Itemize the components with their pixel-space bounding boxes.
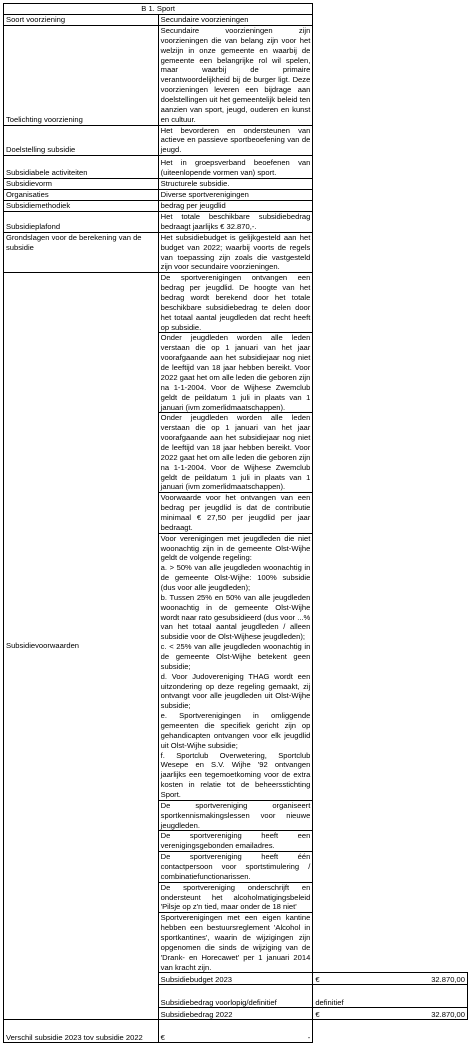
condition-item: Onder jeugdleden worden alle leden verstaan die op 1 januari van het jaar voorafgaande aan het subsidiejaar nog niet de leeftijd van 18 jaar hebben bereikt. Voor 2022 gaat het om alle leden die geboren zijn na 1-1-2004. Voor de Wijhese Zwemclub geldt de peildatum 1 juli in plaats van 1 januari (ivm zomerlidmaatschappen). [158, 413, 313, 493]
condition-item: De sportvereniging heeft één contactpersoon voor sportstimulering / combinatiefunctionarissen. [158, 852, 313, 883]
table-row [4, 201, 468, 212]
table-row [4, 232, 468, 272]
row-label: Subsidiebedrag 2022 [158, 1008, 313, 1020]
condition-item: Voorwaarde voor het ontvangen van een bedrag per jeugdlid is dat de contributie minimaal € 27,50 per jeugdlid per jaar bedraagt. [158, 493, 313, 533]
row-label: Subsidiebedrag voorlopig/definitief [158, 985, 313, 1008]
condition-item: De sportverenigingen ontvangen een bedrag per jeugdlid. De hoogte van het bedrag wordt berekend door het totale beschikbare subsidiebedrag te delen door het totaal aantal jeugdleden dat recht heeft op subsidie. [158, 273, 313, 333]
row-label: Subsidievorm [4, 179, 159, 190]
amount-cell [315, 975, 465, 985]
row-value: Diverse sportverenigingen [158, 190, 313, 201]
table-row [4, 4, 468, 15]
table-row [4, 190, 468, 201]
table-row [4, 15, 468, 26]
row-label: Grondslagen voor de berekening van de subsidie [4, 232, 159, 272]
row-label: Subsidievoorwaarden [4, 273, 159, 1020]
subsidy-table [3, 3, 468, 1043]
amount-value: - [307, 1032, 311, 1042]
row-label: Organisaties [4, 190, 159, 201]
condition-regeling: Voor verenigingen met jeugdleden die niet woonachtig zijn in de gemeente Olst-Wijhe geldt de volgende regeling: a. > 50% van alle jeugdleden woonachtig in de gemeente Olst-Wijhe: 100% subsidie (dus voor alle jeugdleden); b. Tussen 25% en 50% van alle jeugdleden woonachtig in de gemeente Olst-Wijhe wordt naar rato gesubsidieerd (dus voor ...% van het totaal aantal jeugdleden / alleen subsidie voor de Olst-Wijhese jeugdleden); c. < 25% van alle jeugdleden woonachtig in de gemeente Olst-Wijhe betekent geen subsidie; d. Voor Judovereniging THAG wordt een uitzondering op deze regeling gemaakt, zij ontvangt voor alle jeugdleden uit Olst-Wijhe subsidie; e. Sportverenigingen in omliggende gemeenten die specifiek gericht zijn op gehandicapten ontvangen voor elk jeugdlid uit Olst-Wijhe subsidie; f. Sportclub Overwetering, Sportclub Wesepe en S.V. Wijhe '92 ontvangen jaarlijks een tegemoetkoming voor de extra kosten in relatie tot de beheersstichting Sport. [158, 533, 313, 800]
amount-cell [161, 1033, 311, 1043]
currency-symbol: € [160, 1032, 165, 1042]
row-value: Structurele subsidie. [158, 179, 313, 190]
row-value [158, 1020, 313, 1043]
row-label: Doelstelling subsidie [4, 125, 159, 156]
condition-item: De sportvereniging onderschrijft en ondersteunt het alcoholmatigingsbeleid 'Pilsje op z'n tied, maar onder de 18 niet' [158, 882, 313, 913]
row-value: Secundaire voorzieningen zijn voorzieningen die van belang zijn voor het welzijn in onze gemeente en waarbij de gemeente een belangrijke rol wil spelen, maar waarbij de primaire verantwoordelijkheid bij de burger ligt. Deze voorzieningen leveren een bijdrage aan doelstellingen uit het gemeentelijk beleid ten aanzien van sport, jeugd, ouderen en kunst en cultuur. [158, 26, 313, 126]
row-label: Soort voorziening [4, 15, 159, 26]
section-title: B 1. Sport [4, 4, 313, 15]
condition-item: De sportvereniging organiseert sportkennismakingslessen voor nieuwe jeugdleden. [158, 800, 313, 831]
row-value: Het in groepsverband beoefenen van (uiteenlopende vormen van) sport. [158, 156, 313, 179]
row-value: Het totale beschikbare subsidiebedrag bedraagt jaarlijks € 32.870,-. [158, 212, 313, 233]
table-row [4, 273, 468, 333]
table-row [4, 156, 468, 179]
condition-item: Onder jeugdleden worden alle leden verstaan die op 1 januari van het jaar voorafgaande aan het subsidiejaar nog niet de leeftijd van 18 jaar hebben bereikt. Voor 2022 gaat het om alle leden die geboren zijn na 1-1-2004. Voor de Wijhese Zwemclub geldt de peildatum 1 juli in plaats van 1 januari (ivm zomerlidmaatschappen). [158, 333, 313, 413]
row-value: Secundaire voorzieningen [158, 15, 313, 26]
row-value [313, 1008, 468, 1020]
condition-item: De sportvereniging heeft een verenigingsgebonden emailadres. [158, 831, 313, 852]
row-value: definitief [313, 985, 468, 1008]
row-value: Het subsidiebudget is gelijkgesteld aan het budget van 2022; waarbij voorts de regels van toepassing zijn zoals die vastgesteld zijn voor secundaire voorzieningen. [158, 232, 313, 272]
amount-cell [315, 1010, 465, 1020]
currency-symbol: € [315, 1009, 320, 1019]
table-row [4, 26, 468, 126]
row-label: Subsidieplafond [4, 212, 159, 233]
row-label: Verschil subsidie 2023 tov subsidie 2022 [4, 1020, 159, 1043]
amount-value: 32.870,00 [431, 1009, 465, 1019]
row-label: Subsidiabele activiteiten [4, 156, 159, 179]
row-value [313, 973, 468, 985]
row-value: bedrag per jeugdlid [158, 201, 313, 212]
currency-symbol: € [315, 974, 320, 984]
row-label: Subsidiemethodiek [4, 201, 159, 212]
table-row [4, 125, 468, 156]
table-row [4, 212, 468, 233]
table-row [4, 179, 468, 190]
table-row [4, 1020, 468, 1043]
row-value: Het bevorderen en ondersteunen van actieve en passieve sportbeoefening van de jeugd. [158, 125, 313, 156]
condition-item: Sportverenigingen met een eigen kantine hebben een bestuursreglement 'Alcohol in sportkantines', waarin de wijzigingen zijn opgenomen die sinds de wijziging van de 'Drank- en Horecawet' per 1 januari 2014 van kracht zijn. [158, 913, 313, 973]
row-label: Toelichting voorziening [4, 26, 159, 126]
row-label: Subsidiebudget 2023 [158, 973, 313, 985]
amount-value: 32.870,00 [431, 974, 465, 984]
